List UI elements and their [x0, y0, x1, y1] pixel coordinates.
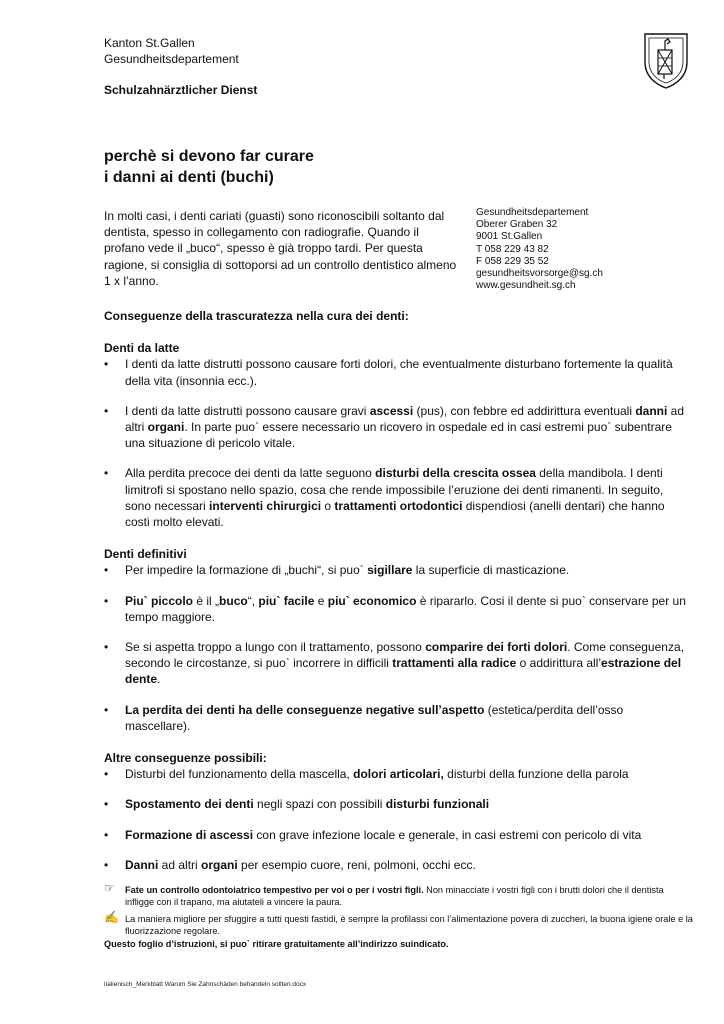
- page-title: [104, 146, 314, 188]
- bullet-icon: •: [104, 357, 109, 372]
- letterhead: [104, 35, 257, 98]
- canton-name: Kanton St.Gallen: [104, 36, 195, 50]
- list-item: • I denti da latte distrutti possono causare forti dolori, che eventualmente disturbano fortemente la qualità della vita (insonnia ecc.).: [104, 357, 673, 388]
- list-item: • Alla perdita precoce dei denti da latte seguono disturbi della crescita ossea della mandibola. I denti limitrofi si spostano nello spazio, cosa che rende impossibile l’eruzione dei denti rimanenti. In seguito, sono necessari interventi chirurgici o trattamenti ortodontici dispendiosi (anelli dentari) che hanno costi molto elevati.: [104, 466, 665, 530]
- note-1: ☞ Fate un controllo odontoiatrico tempestivo per voi o per i vostri figli. Non minacciate i vostri figli con i brutti dolori che il dentista infligge con il trapano, ma aiutateli a vincere la paura.: [104, 881, 664, 907]
- milk-teeth-list: [104, 356, 689, 530]
- address-street: Oberer Graben 32: [476, 219, 558, 231]
- address-phone: T 058 229 43 82: [476, 243, 549, 255]
- permanent-teeth-list: [104, 562, 689, 734]
- notes-section: [104, 881, 694, 951]
- list-item: • I denti da latte distrutti possono causare gravi ascessi (pus), con febbre ed addirittura eventuali danni ad altri organi. In parte puo` essere necessario un ricovero in ospedale ed in casi estremi puo` subentrare una situazione di pericolo vitale.: [104, 403, 685, 451]
- bullet-icon: •: [104, 640, 109, 655]
- main-content: [104, 308, 689, 873]
- bullet-icon: •: [104, 797, 109, 812]
- coat-of-arms-icon: [643, 32, 689, 90]
- list-item: • Formazione di ascessi con grave infezione locale e generale, in casi estremi con pericolo di vita: [104, 827, 642, 842]
- list-item: • La perdita dei denti ha delle conseguenze negative sull’aspetto (estetica/perdita dell’osso mascellare).: [104, 702, 624, 733]
- title-line-2: i danni ai denti (buchi): [104, 169, 274, 186]
- bullet-icon: •: [104, 857, 109, 872]
- list-item: • Se si aspetta troppo a lungo con il trattamento, possono comparire dei forti dolori. Come conseguenza, secondo le circostanze, si puo` incorrere in difficili trattamenti alla radice o addirittura all’estrazione del dente.: [104, 640, 684, 687]
- bullet-icon: •: [104, 767, 109, 782]
- list-item: • Danni ad altri organi per esempio cuore, reni, polmoni, occhi ecc.: [104, 857, 476, 872]
- consequences-heading: Conseguenze della trascuratezza nella cura dei denti:: [104, 309, 409, 323]
- title-line-1: perchè si devono far curare: [104, 148, 314, 165]
- other-consequences-list: [104, 766, 689, 873]
- note-2: ✍ La maniera migliore per sfuggire a tutti questi fastidi, è sempre la profilassi con l’alimentazione povera di zuccheri, la buona igiene orale e la fluorizzazione regolare.: [104, 910, 693, 936]
- department-name: Gesundheitsdepartement: [104, 52, 239, 66]
- bullet-icon: •: [104, 403, 109, 418]
- list-item: • Piu` piccolo è il „buco“, piu` facile e piu` economico è ripararlo. Cosi il dente si puo` conservare per un tempo maggiore.: [104, 593, 686, 624]
- bullet-icon: •: [104, 702, 109, 717]
- pointing-hand-icon: ☞: [104, 881, 115, 895]
- writing-hand-icon: ✍: [104, 910, 119, 925]
- other-consequences-heading: Altre conseguenze possibili:: [104, 751, 267, 766]
- bullet-icon: •: [104, 827, 109, 842]
- bullet-icon: •: [104, 563, 109, 578]
- permanent-teeth-heading: Denti definitivi: [104, 547, 187, 562]
- address-fax: F 058 229 35 52: [476, 255, 549, 267]
- file-name: italienisch_Merkblatt Warum Sie Zahnschäden behandeln sollten.docx: [104, 981, 307, 988]
- address-web[interactable]: www.gesundheit.sg.ch: [476, 280, 576, 292]
- address-block: [476, 207, 603, 292]
- list-item: • Spostamento dei denti negli spazi con possibili disturbi funzionali: [104, 797, 490, 812]
- bullet-icon: •: [104, 466, 109, 481]
- address-city: 9001 St.Gallen: [476, 231, 543, 243]
- list-item: • Per impedire la formazione di „buchi“, si puo` sigillare la superficie di masticazione.: [104, 563, 570, 578]
- intro-paragraph: In molti casi, i denti cariati (guasti) sono riconoscibili soltanto dal dentista, spesso in collegamento con radiografie. Quando il profano vede il „buco“, spesso è già troppo tardi. Per questa ragione, si consiglia di sottoporsi ad un controllo dentistico almeno 1 x l’anno.: [104, 209, 457, 288]
- list-item: • Disturbi del funzionamento della mascella, dolori articolari, disturbi della funzione della parola: [104, 767, 629, 782]
- address-email[interactable]: gesundheitsvorsorge@sg.ch: [476, 268, 603, 280]
- address-org: Gesundheitsdepartement: [476, 207, 589, 218]
- service-name: Schulzahnärztlicher Dienst: [104, 83, 258, 97]
- bullet-icon: •: [104, 593, 109, 608]
- milk-teeth-heading: Denti da latte: [104, 341, 180, 356]
- closing-note: Questo foglio d’istruzioni, si puo` ritirare gratuitamente all’indirizzo suindicato.: [104, 939, 449, 950]
